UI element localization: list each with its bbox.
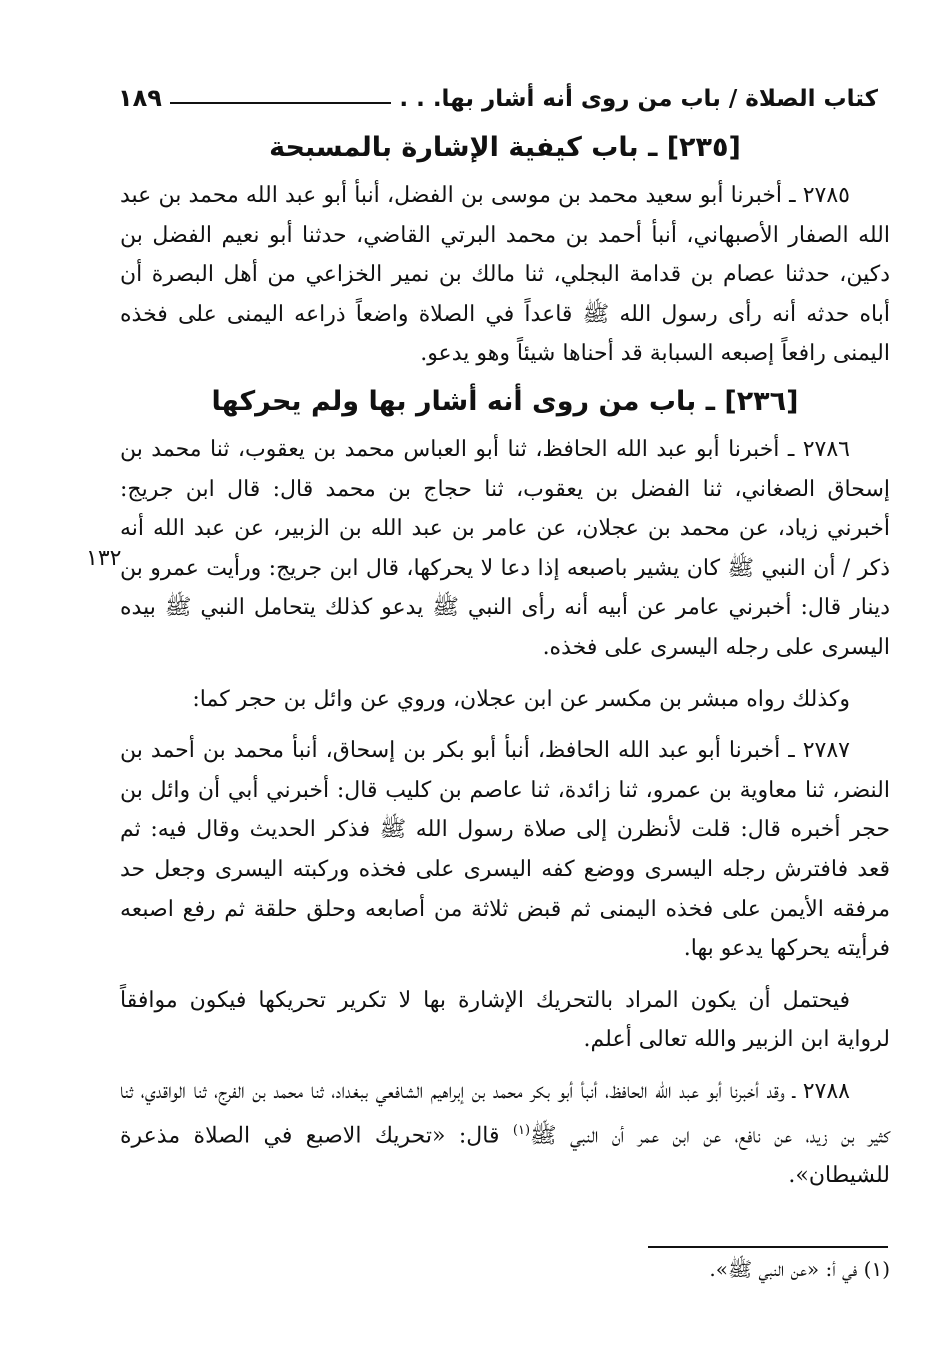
footnote-rule: [648, 1246, 888, 1248]
section-heading-236: [٢٣٦] ـ باب من روى أنه أشار بها ولم يحركها: [211, 385, 799, 417]
hadith-2785: ٢٧٨٥ ـ أخبرنا أبو سعيد محمد بن موسى بن الفضل، أنبأ أبو عبد الله محمد بن عبد الله الصفار الأصبهاني، أنبأ أحمد بن محمد البرتي القاضي، حدثنا أبو نعيم الفضل بن دكين، حدثنا عصام بن قدامة البجلي، ثنا مالك بن نمير الخزاعي من أهل البصرة أن أباه حدثه أنه رأى رسول الله ﷺ قاعداً في الصلاة واضعاً ذراعه اليمنى على فخذه اليمنى رافعاً إصبعه السبابة قد أحناها شيئاً وهو يدعو.: [120, 183, 890, 367]
manuscript-folio-marker: ١٣٢: [86, 546, 122, 571]
hadith-2787: ٢٧٨٧ ـ أخبرنا أبو عبد الله الحافظ، أنبأ أبو بكر بن إسحاق، أنبأ محمد بن أحمد بن النضر، ثنا معاوية بن عمرو، ثنا زائدة، ثنا عاصم بن كليب قال: أخبرني أبي أن وائل بن حجر أخبره قال: قلت لأنظرن إلى صلاة رسول الله ﷺ فذكر الحديث وقال فيه: ثم قعد فافترش رجله اليسرى ووضع كفه اليسرى على فخذه وركبته اليسرى وجعل حد مرفقه الأيمن على فخذه اليمنى ثم قبض ثلاثة من أصابعه وحلق حلقة ثم رفع اصبعه فرأيته يحركها يدعو بها.: [120, 738, 890, 962]
commentary-paragraph-2: فيحتمل أن يكون المراد بالتحريك الإشارة بها لا تكرير تحريكها فيكون موافقاً لرواية ابن الزبير والله تعالى أعلم.: [120, 987, 890, 1053]
header-rule: [170, 102, 391, 104]
page-number: ١٨٩: [118, 84, 162, 112]
section-heading-235: [٢٣٥] ـ باب كيفية الإشارة بالمسبحة: [269, 132, 741, 163]
hadith-2788-text: ٢٧٨٨ ـ وقد أخبرنا أبو عبد الله الحافظ، أنبأ أبو بكر محمد بن إبراهيم الشافعي ببغداد، ثنا محمد بن الفرج، ثنا الواقدي، ثنا كثير بن زيد، عن نافع، عن ابن عمر أن النبي ﷺ: [120, 1078, 890, 1149]
hadith-2788-tail: قال: «تحريك الاصبع في الصلاة مذعرة للشيطان».: [120, 1123, 890, 1189]
running-title: كتاب الصلاة / باب من روى أنه أشار بها. . .: [399, 86, 878, 112]
commentary-paragraph: وكذلك رواه مبشر بن مكسر عن ابن عجلان، وروي عن وائل بن حجر كما:: [192, 686, 850, 712]
hadith-2788: [120, 1072, 890, 1196]
footnote: (١) في أ: «عن النبي ﷺ».: [709, 1257, 890, 1281]
hadith-2786: ٢٧٨٦ ـ أخبرنا أبو عبد الله الحافظ، ثنا أبو العباس محمد بن يعقوب، ثنا محمد بن إسحاق الصغاني، ثنا الفضل بن يعقوب، ثنا حجاج بن محمد قال: قال ابن جريج: أخبرني زياد، عن محمد بن عجلان، عن عامر بن عبد الله بن الزبير، عن عبد الله أنه ذكر / أن النبي ﷺ كان يشير باصبعه إذا دعا لا يحركها، قال ابن جريج: ورأيت عمرو بن دينار قال: أخبرني عامر عن أبيه أنه رأى النبي ﷺ يدعو كذلك يتحامل النبي ﷺ بيده اليسرى على رجله اليسرى على فخذه.: [120, 436, 890, 660]
footnote-marker: (١): [512, 1123, 531, 1139]
page-body: [120, 128, 890, 1196]
running-header: [118, 72, 878, 112]
